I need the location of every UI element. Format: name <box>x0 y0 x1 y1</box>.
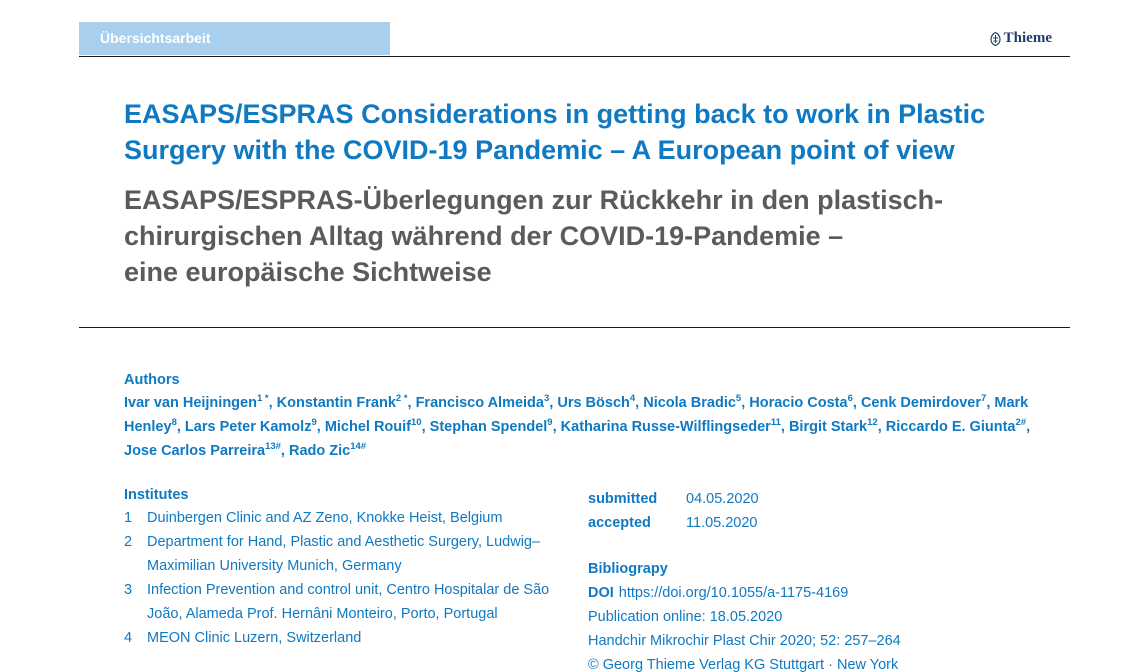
title-de-line: EASAPS/ESPRAS-Überlegungen zur Rückkehr in den plastisch- <box>124 185 944 215</box>
author <box>749 395 853 411</box>
author-name: Francisco Almeida <box>415 395 544 411</box>
institute-number: 4 <box>124 630 133 646</box>
author <box>643 395 741 411</box>
author-name: Lars Peter Kamolz <box>184 419 312 435</box>
institute-text: MEON Clinic Luzern, Switzerland <box>147 630 362 646</box>
author <box>185 419 317 435</box>
author-affiliation: 3 <box>543 393 550 404</box>
author-affiliation: 6 <box>847 393 853 404</box>
header-rule <box>79 56 1070 57</box>
institute-text: Department for Hand, Plastic and Aesthetic Surgery, Ludwig–Maximilian University Munich, Germany <box>147 534 541 574</box>
author-name: Rado Zic <box>288 443 351 459</box>
author <box>416 395 550 411</box>
bibliography-block <box>588 557 1068 672</box>
accepted-label: accepted <box>588 515 651 531</box>
author <box>277 395 408 411</box>
publisher-name: Thieme <box>1003 30 1052 46</box>
author-affiliation: 4 <box>629 393 636 404</box>
author-affiliation: 2 * <box>395 393 408 404</box>
author-name: Horacio Costa <box>749 395 848 411</box>
author-name: Jose Carlos Parreira <box>124 443 266 459</box>
accepted-row <box>588 511 1068 535</box>
title-rule <box>79 327 1070 328</box>
submitted-label: submitted <box>588 491 658 507</box>
publisher-logo <box>990 30 1052 47</box>
thieme-crest-icon <box>990 32 1001 46</box>
institutes-list <box>124 506 554 650</box>
author-affiliation: 9 <box>547 417 553 428</box>
doi-line <box>588 581 1068 605</box>
section-tag: Übersichtsarbeit <box>79 22 390 55</box>
author <box>561 419 781 435</box>
authors-heading: Authors <box>124 372 180 388</box>
author-name: Cenk Demirdover <box>860 395 982 411</box>
author <box>886 419 1026 435</box>
author-affiliation: 10 <box>411 417 422 428</box>
author-affiliation: 7 <box>981 393 987 404</box>
author-name: Urs Bösch <box>557 395 630 411</box>
author-affiliation: 13# <box>265 441 281 452</box>
author-name: Konstantin Frank <box>276 395 396 411</box>
author-name: Stephan Spendel <box>429 419 548 435</box>
author-name: Riccardo E. Giunta <box>885 419 1016 435</box>
bibliography-heading: Bibliograpy <box>588 561 668 577</box>
citation: Handchir Mikrochir Plast Chir 2020; 52: 257–264 <box>588 633 901 649</box>
publication-online: Publication online: 18.05.2020 <box>588 609 783 625</box>
institute-item <box>124 506 554 530</box>
institutes-section <box>124 487 554 650</box>
author-name: Nicola Bradic <box>643 395 736 411</box>
author-affiliation: 8 <box>171 417 177 428</box>
author-affiliation: 11 <box>770 417 781 428</box>
title-de-line: eine europäische Sichtweise <box>124 257 492 287</box>
author-name: Ivar van Heijningen <box>124 395 257 411</box>
title-de-line: chirurgischen Alltag während der COVID-19-Pandemie – <box>124 221 844 251</box>
author <box>289 443 366 459</box>
author <box>789 419 878 435</box>
authors-list: Ivar van Heijningen$^{1 *}$, Konstantin Frank$^{2 *}$, Francisco Almeida$^3$, Urs Bösch$^4$, Nicola Bradic$^5$, Horacio Costa$^6$, Cenk Demirdover$^7$, Mark Henley$^8$, Lars Peter Kamolz$^9$, Michel Rouif$^{10}$, Stephan Spendel$^9$, Katharina Russe-Wilflingseder$^{11}$, Birgit Stark$^{12}$, Riccardo E. Giunta$^{2\#}$, Jose Carlos Parreira$^{13\#}$, Rado Zic$^{14\#}$ <box>124 393 1031 459</box>
authors-section <box>124 372 1044 463</box>
author <box>124 443 281 459</box>
institute-number: 3 <box>124 582 133 598</box>
institute-item <box>124 530 554 578</box>
author-affiliation: 9 <box>311 417 317 428</box>
accepted-date: 11.05.2020 <box>686 515 758 531</box>
author <box>861 395 986 411</box>
author-affiliation: 14# <box>350 441 367 452</box>
institutes-heading: Institutes <box>124 487 189 503</box>
author-affiliation: 5 <box>735 393 742 404</box>
article-meta <box>588 487 1068 672</box>
author-affiliation: 2# <box>1015 417 1027 428</box>
doi-link[interactable]: https://doi.org/10.1055/a-1175-4169 <box>618 585 849 601</box>
article-title-english: EASAPS/ESPRAS Considerations in getting back to work in Plastic Surgery with the COVID-19 Pandemic – A European point of view <box>124 99 986 165</box>
institute-text: Infection Prevention and control unit, Centro Hospitalar de São João, Alameda Prof. Hernâni Monteiro, Porto, Portugal <box>147 582 550 622</box>
author-name: Mark Henley <box>124 395 1029 435</box>
article-title-german <box>124 182 1044 290</box>
author <box>557 395 635 411</box>
submitted-row <box>588 487 1068 511</box>
author-name: Katharina Russe-Wilflingseder <box>560 419 771 435</box>
author-affiliation: 12 <box>867 417 878 428</box>
institute-text: Duinbergen Clinic and AZ Zeno, Knokke Heist, Belgium <box>147 510 503 526</box>
institute-item <box>124 626 554 650</box>
author <box>430 419 553 435</box>
author <box>124 395 269 411</box>
author-affiliation: 1 * <box>256 393 269 404</box>
copyright: © Georg Thieme Verlag KG Stuttgart · New York <box>588 657 899 672</box>
doi-label: DOI <box>588 585 614 601</box>
author-name: Birgit Stark <box>788 419 868 435</box>
author <box>325 419 422 435</box>
institute-number: 1 <box>124 510 133 526</box>
institute-number: 2 <box>124 534 133 550</box>
institute-item <box>124 578 554 626</box>
author-name: Michel Rouif <box>324 419 412 435</box>
submitted-date: 04.05.2020 <box>686 491 759 507</box>
